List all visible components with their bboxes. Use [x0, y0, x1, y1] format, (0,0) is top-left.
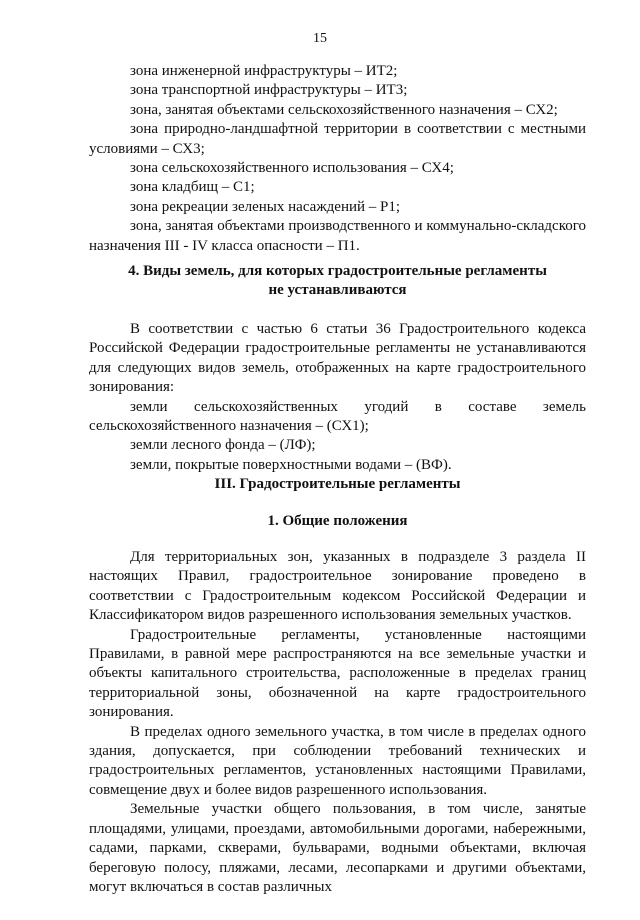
section-4-body [89, 320, 586, 475]
zone-item-s1: зона кладбищ – С1; [130, 179, 255, 196]
section-4-heading-line2: не устанавливаются [268, 282, 407, 299]
zone-item-r1: зона рекреации зеленых насаждений – Р1; [130, 198, 401, 215]
zone-item-p1: зона, занятая объектами производственного и коммунально-складского назначения III - IV класса опасности – П1. [89, 218, 586, 254]
part-3-heading: III. Градостроительные регламенты [214, 476, 461, 492]
general-provisions-heading: 1. Общие положения [267, 513, 408, 529]
paragraph-2: Градостроительные регламенты, установленные настоящими Правилами, в равной мере распространяются на все земельные участки и объекты капитального строительства, расположенные в пределах границ территориальной зоны, обозначенной на карте градостроительного зонирования. [89, 626, 586, 721]
land-item-vf: земли, покрытые поверхностными водами – (ВФ). [130, 456, 452, 473]
zone-item-it3: зона транспортной инфраструктуры – ИТ3; [130, 82, 408, 99]
zone-item-sx2: зона, занятая объектами сельскохозяйственного назначения – СХ2; [130, 101, 558, 118]
zone-item-it2: зона инженерной инфраструктуры – ИТ2; [130, 63, 398, 79]
paragraph-1: Для территориальных зон, указанных в подразделе 3 раздела II настоящих Правил, градостроительное зонирование проведено в соответствии с Градостроительным кодексом Российской Федерации и Классификатором видов разрешенного использования земельных участков. [89, 549, 586, 624]
section-4-heading-line1: 4. Виды земель, для которых градостроительные регламенты [128, 263, 547, 279]
zone-item-sx4: зона сельскохозяйственного использования – СХ4; [130, 160, 454, 177]
land-item-sx1: земли сельскохозяйственных угодий в составе земель сельскохозяйственного назначения – (СХ1); [89, 398, 586, 435]
part-3-heading-block [89, 475, 586, 494]
paragraph-3: В пределах одного земельного участка, в том числе в пределах одного здания, допускается, при соблюдении требований технических и градостроительных регламентов, установленных настоящими Правилами, совмещение двух и более видов разрешенного использования. [89, 723, 586, 798]
subheading-block [89, 512, 586, 531]
section-4-heading [89, 262, 586, 301]
zone-item-sx3: зона природно-ландшафтной территории в соответствии с местными условиями – СХ3; [89, 121, 586, 157]
page-number: 15 [313, 31, 327, 46]
section-4-intro: В соответствии с частью 6 статьи 36 Градостроительного кодекса Российской Федерации градостроительные регламенты не устанавливаются для следующих видов земель, отображенных на карте градостроительного зонирования: [89, 321, 586, 396]
land-item-lf: земли лесного фонда – (ЛФ); [130, 437, 316, 454]
paragraph-4: Земельные участки общего пользования, в том числе, занятые площадями, улицами, проездами, автомобильными дорогами, набережными, садами, парками, скверами, бульварами, водными объектами, включая береговую полосу, пляжами, лесами, лесопарками и другими объектами, могут включаться в состав различных [89, 801, 586, 895]
part-3-body [89, 548, 586, 897]
zone-list [89, 62, 586, 256]
